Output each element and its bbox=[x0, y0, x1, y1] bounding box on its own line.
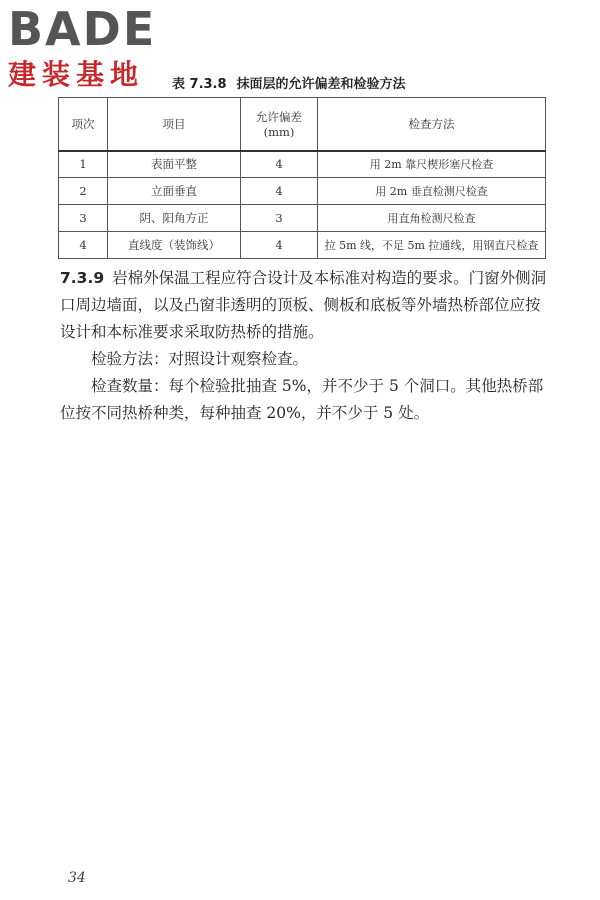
table-row bbox=[59, 232, 546, 259]
cell-index: 1 bbox=[59, 151, 108, 178]
cell-method: 拉 5m 线，不足 5m 拉通线，用钢直尺检查 bbox=[318, 232, 546, 259]
clause-number: 7.3.9 bbox=[60, 269, 105, 287]
table-row bbox=[59, 151, 546, 178]
table-caption bbox=[172, 73, 406, 92]
table-caption-title: 抹面层的允许偏差和检验方法 bbox=[236, 77, 406, 92]
cell-method: 用 2m 垂直检测尺检查 bbox=[318, 178, 546, 205]
cell-item: 阴、阳角方正 bbox=[108, 205, 241, 232]
header-index: 项次 bbox=[59, 98, 108, 151]
cell-item: 表面平整 bbox=[108, 151, 241, 178]
cell-item: 立面垂直 bbox=[108, 178, 241, 205]
logo-chinese-text: 建装基地 bbox=[8, 58, 145, 91]
cell-method: 用直角检测尺检查 bbox=[318, 205, 546, 232]
cell-index: 4 bbox=[59, 232, 108, 259]
table-row bbox=[59, 205, 546, 232]
table-row bbox=[59, 178, 546, 205]
table-caption-number: 表 7.3.8 bbox=[172, 77, 227, 92]
header-method: 检查方法 bbox=[318, 98, 546, 151]
tolerance-table bbox=[58, 97, 546, 259]
logo-latin-text: BADE bbox=[8, 2, 157, 56]
cell-tolerance: 4 bbox=[241, 178, 318, 205]
clause-body-text: 岩棉外保温工程应符合设计及本标准对构造的要求。门窗外侧洞口周边墙面，以及凸窗非透明的顶板、侧板和底板等外墙热桥部位应按设计和本标准要求采取防热桥的措施。 bbox=[60, 269, 547, 341]
table-header-row bbox=[59, 98, 546, 151]
cell-tolerance: 4 bbox=[241, 151, 318, 178]
header-tolerance-unit: (mm) bbox=[263, 124, 295, 139]
cell-index: 3 bbox=[59, 205, 108, 232]
clause-body-paragraph bbox=[60, 265, 550, 346]
inspection-method: 检验方法：对照设计观察检查。 bbox=[91, 350, 309, 368]
clause-7-3-9 bbox=[60, 265, 550, 427]
cell-method: 用 2m 靠尺楔形塞尺检查 bbox=[318, 151, 546, 178]
inspection-quantity: 检查数量：每个检验批抽查 5%，并不少于 5 个洞口。其他热桥部位按不同热桥种类，每种抽查 20%，并不少于 5 处。 bbox=[60, 377, 544, 422]
bade-logo bbox=[8, 4, 173, 92]
cell-tolerance: 4 bbox=[241, 232, 318, 259]
cell-item: 直线度（装饰线） bbox=[108, 232, 241, 259]
header-tolerance bbox=[241, 98, 318, 151]
page-number: 34 bbox=[68, 870, 86, 886]
header-tolerance-label: 允许偏差 bbox=[256, 109, 302, 124]
header-item: 项目 bbox=[108, 98, 241, 151]
cell-tolerance: 3 bbox=[241, 205, 318, 232]
cell-index: 2 bbox=[59, 178, 108, 205]
